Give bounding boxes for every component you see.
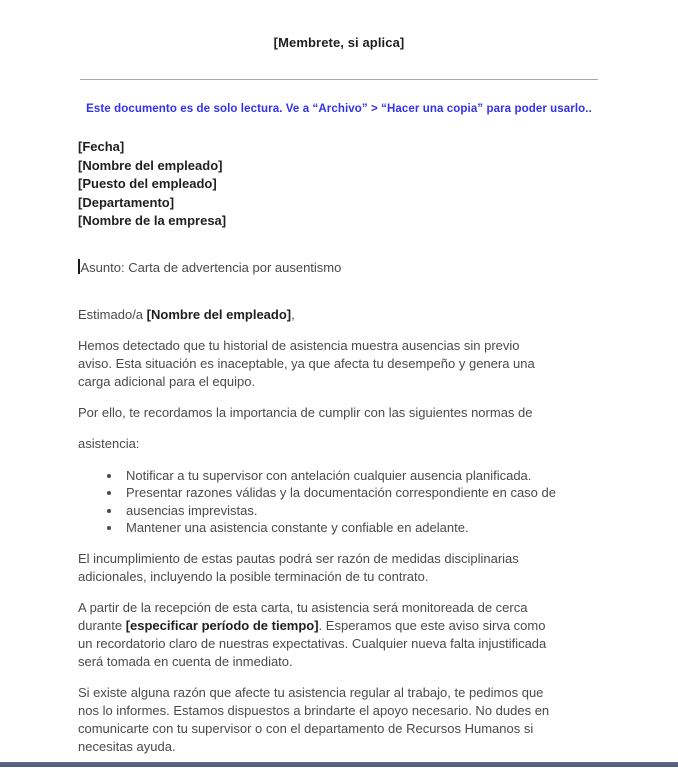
readonly-notice: Este documento es de solo lectura. Ve a “Archivo” > “Hacer una copia” para poder usarlo.. — [86, 103, 592, 115]
paragraph — [78, 404, 604, 422]
bullet-item: • Notificar a tu supervisor con antelación cualquier ausencia planificada. — [122, 467, 604, 485]
letter-body — [78, 337, 604, 756]
salutation: Estimado/a [Nombre del empleado], — [78, 306, 295, 322]
letterhead-divider — [80, 79, 598, 80]
paragraph — [78, 337, 604, 391]
address-line: [Puesto del empleado] — [78, 176, 217, 191]
paragraph-line: Hemos detectado que tu historial de asistencia muestra ausencias sin previo — [78, 337, 520, 353]
address-line: [Departamento] — [78, 194, 175, 210]
paragraph-line: A partir de la recepción de esta carta, tu asistencia será monitoreada de cerca — [78, 599, 528, 615]
paragraph — [78, 684, 604, 756]
bullet-item: • Presentar razones válidas y la documentación correspondiente en caso de — [122, 484, 604, 502]
paragraph-line: Si existe alguna razón que afecte tu asistencia regular al trabajo, te pedimos que — [78, 684, 544, 700]
paragraph-line: asistencia: — [78, 435, 140, 451]
letterhead-placeholder: [Membrete, si aplica] — [273, 35, 405, 50]
address-line: [Nombre del empleado] — [78, 157, 223, 173]
subject-line[interactable] — [78, 259, 678, 275]
next-page-edge — [0, 762, 678, 767]
paragraph-line: Por ello, te recordamos la importancia de cumplir con las siguientes normas de — [78, 404, 533, 420]
text-cursor — [78, 259, 80, 274]
paragraph-line: aviso. Esta situación es inaceptable, ya que afecta tu desempeño y genera una — [78, 355, 535, 371]
paragraph — [78, 435, 604, 453]
address-line: [Nombre de la empresa] — [78, 213, 227, 228]
paragraph-line: comunicarte con tu supervisor o con el departamento de Recursos Humanos si — [78, 720, 534, 736]
bullet-item: • Mantener una asistencia constante y confiable en adelante. — [122, 519, 604, 537]
paragraph-line: un recordatorio claro de nuestras expectativas. Cualquier nueva falta injustificada — [78, 635, 547, 651]
paragraph-line: carga adicional para el equipo. — [78, 373, 256, 389]
address-line: [Fecha] — [78, 139, 125, 154]
paragraph-line: El incumplimiento de estas pautas podrá ser razón de medidas disciplinarias — [78, 550, 519, 566]
paragraph-line: durante [especificar período de tiempo]. Esperamos que este aviso sirva como — [78, 617, 546, 633]
paragraph — [78, 550, 604, 586]
paragraph-line: nos lo informes. Estamos dispuestos a brindarte el apoyo necesario. No dudes en — [78, 702, 550, 718]
bullet-item: • ausencias imprevistas. — [122, 502, 604, 520]
paragraph-line: será tomada en cuenta de inmediato. — [78, 653, 293, 669]
paragraph-line: adicionales, incluyendo la posible terminación de tu contrato. — [78, 568, 429, 584]
paragraph — [78, 599, 604, 671]
bullet-list — [78, 467, 604, 537]
paragraph-line: necesitas ayuda. — [78, 738, 176, 754]
address-block — [78, 138, 678, 231]
subject-text: Asunto: Carta de advertencia por ausentismo — [80, 259, 342, 275]
